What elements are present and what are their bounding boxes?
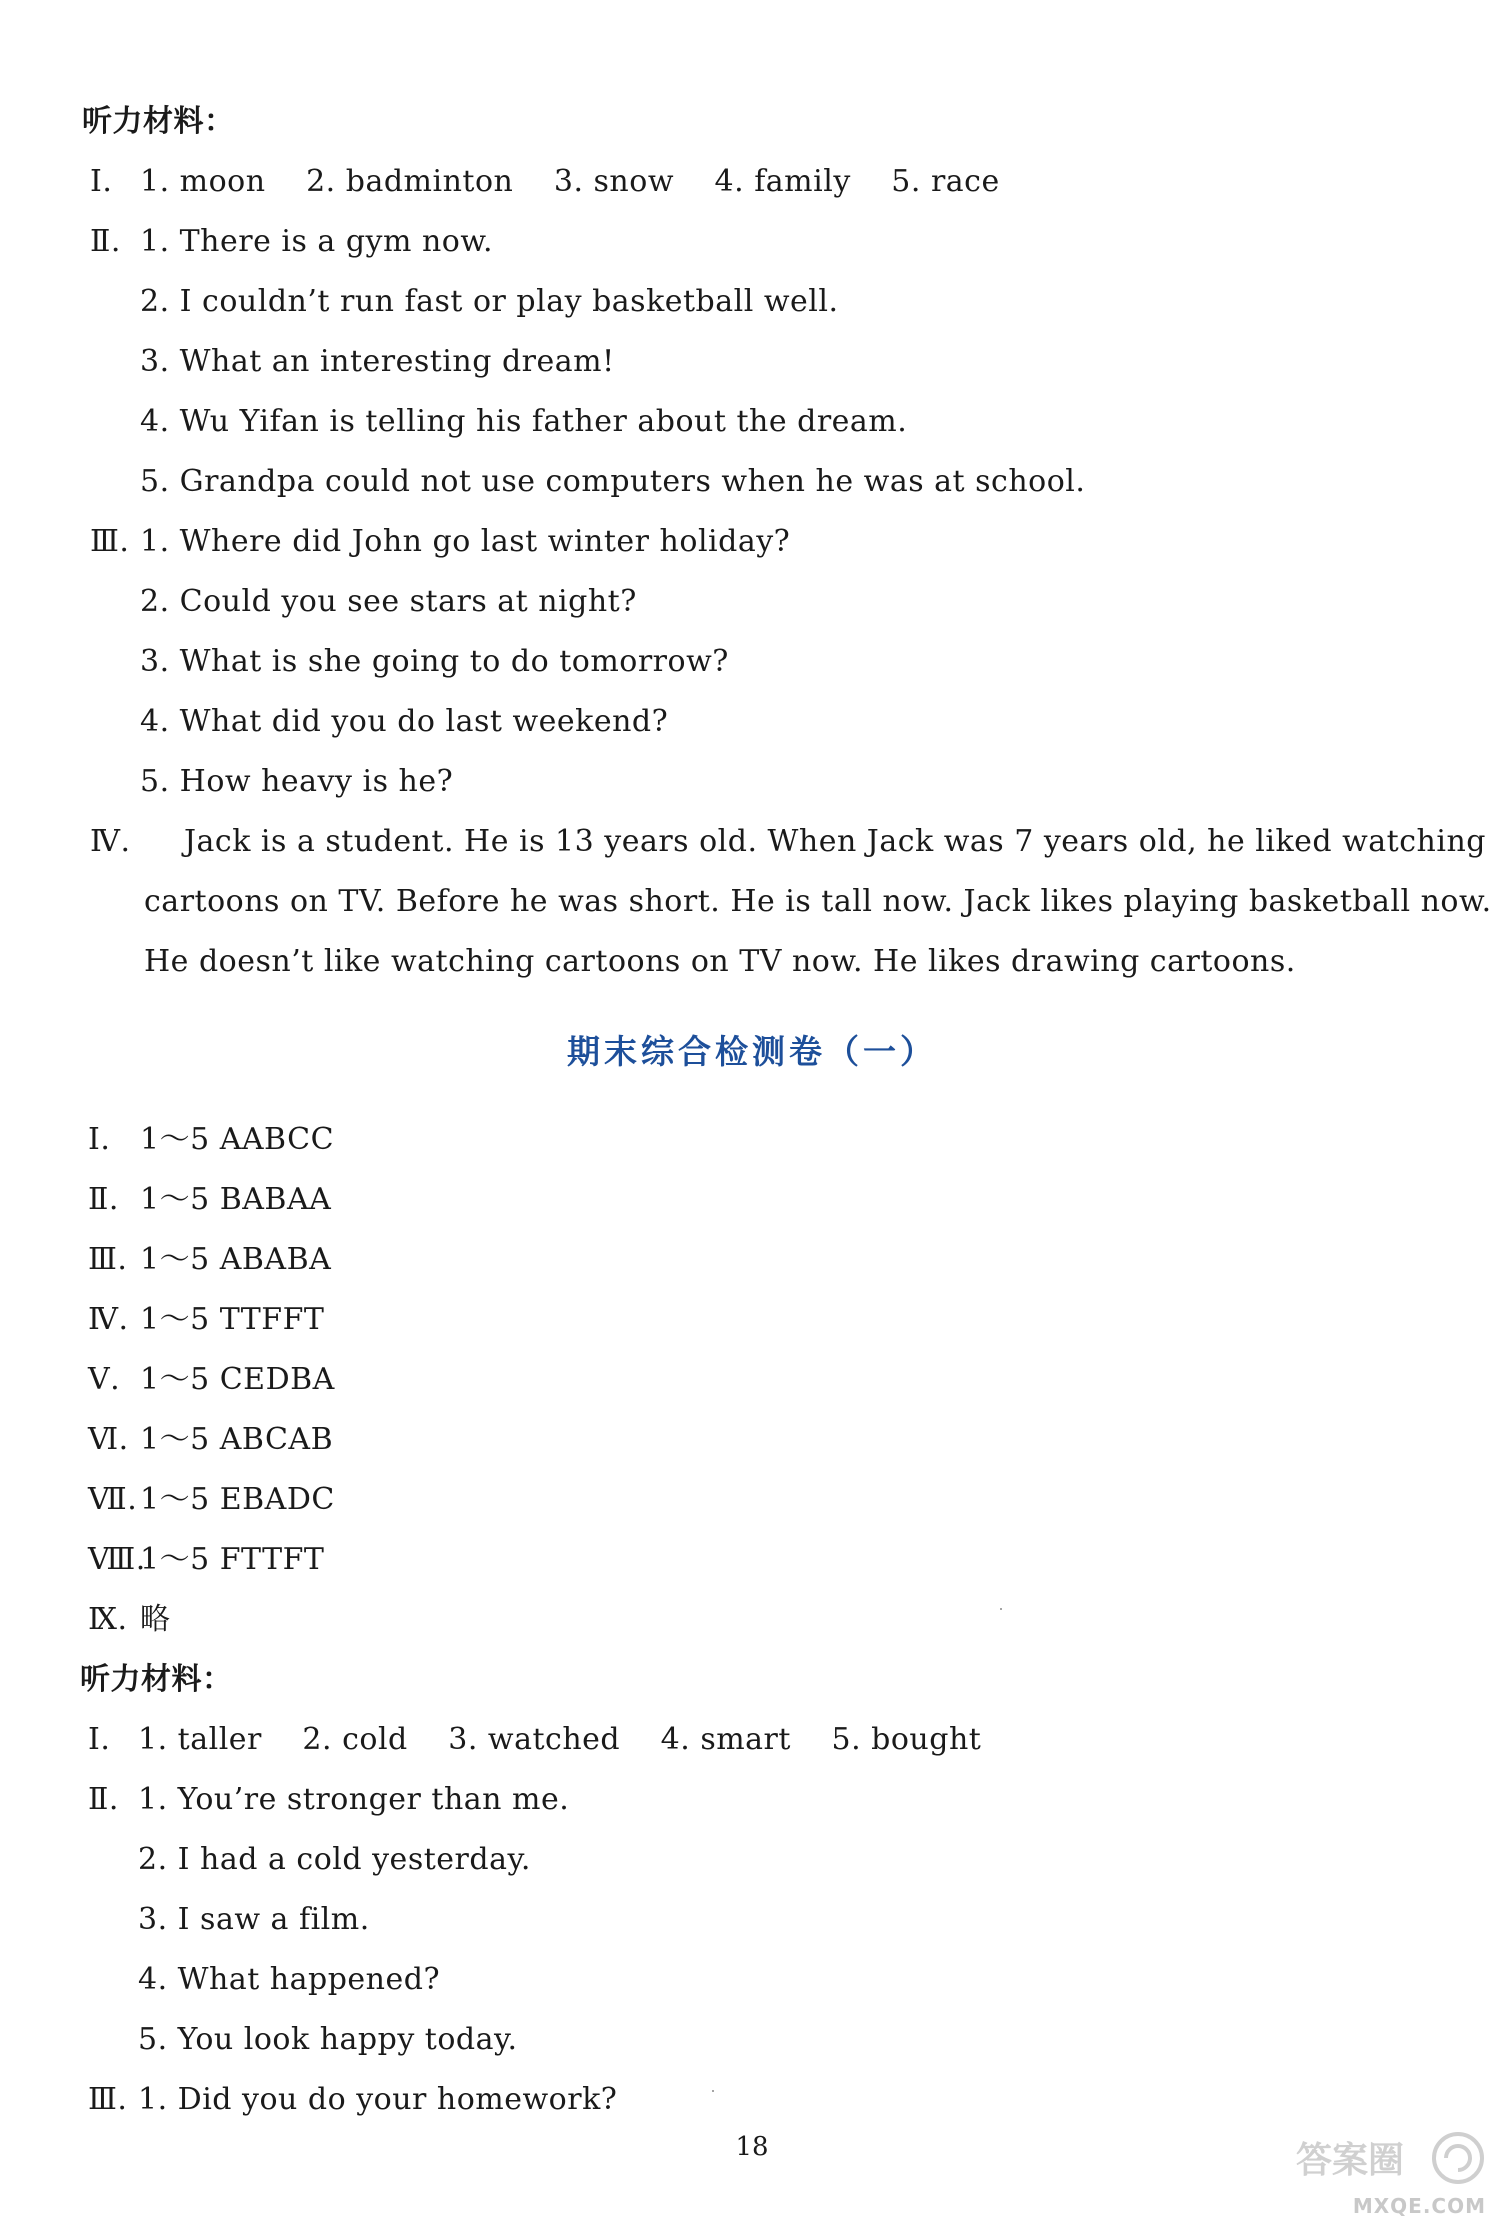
listening1-q4-3: He doesn’t like watching cartoons on TV now. He likes drawing cartoons. <box>144 944 1296 979</box>
listening1-q2-4: 4. Wu Yifan is telling his father about the dream. <box>140 404 908 439</box>
answer-row-4 <box>88 1300 324 1340</box>
section-label: Ⅱ. <box>88 1182 119 1217</box>
listening1-q3-5: 5. How heavy is he? <box>140 764 454 799</box>
listening1-q2-1 <box>90 222 493 262</box>
section-label: Ⅰ. <box>88 1722 111 1757</box>
listening2-q1 <box>88 1720 981 1760</box>
section-label: Ⅲ. <box>90 524 130 559</box>
listening1-q4-1 <box>90 822 1486 862</box>
answer-row-3 <box>88 1240 331 1280</box>
answer-text: 1～5 ABCAB <box>140 1422 334 1457</box>
listening1-q2-3: 3. What an interesting dream! <box>140 344 615 379</box>
watermark-logo-text: 答案圈 <box>1296 2140 1405 2181</box>
answer-text: 1～5 BABAA <box>140 1182 332 1217</box>
listening1-q2-5: 5. Grandpa could not use computers when he was at school. <box>140 464 1086 499</box>
page-number: 18 <box>735 2132 769 2162</box>
answer-row-7 <box>88 1480 335 1520</box>
answer-row-9 <box>88 1600 171 1640</box>
listening2-q2-5: 5. You look happy today. <box>138 2022 518 2057</box>
listening2-q2-3: 3. I saw a film. <box>138 1902 370 1937</box>
exam-title: 期末综合检测卷（一） <box>567 1032 937 1071</box>
watermark-logo-icon <box>1290 2128 1490 2188</box>
listening1-q4-2: cartoons on TV. Before he was short. He is tall now. Jack likes playing basketball now. <box>144 884 1492 919</box>
section-label: Ⅵ. <box>88 1422 129 1457</box>
scan-speck <box>712 2090 714 2092</box>
line-text: 1. Where did John go last winter holiday? <box>140 524 791 559</box>
answer-text: 1～5 AABCC <box>140 1122 335 1157</box>
section-label: Ⅱ. <box>88 1782 119 1817</box>
answer-text: 1～5 TTFFT <box>140 1302 325 1337</box>
line-text: 1. There is a gym now. <box>140 224 493 259</box>
listening-heading-1: 听力材料： <box>82 104 235 139</box>
line-text: 1. You’re stronger than me. <box>138 1782 570 1817</box>
listening-heading-2: 听力材料： <box>80 1662 233 1697</box>
answer-text: 1～5 ABABA <box>140 1242 332 1277</box>
listening2-q3-1 <box>88 2080 617 2120</box>
answer-text: 略 <box>140 1602 171 1637</box>
answer-text: 1～5 CEDBA <box>140 1362 335 1397</box>
passage-line: Jack is a student. He is 13 years old. When Jack was 7 years old, he liked watching <box>184 824 1486 859</box>
listening1-q3-1 <box>90 522 790 562</box>
scan-speck <box>1000 1608 1002 1610</box>
answer-text: 1～5 EBADC <box>140 1482 335 1517</box>
answer-row-2 <box>88 1180 331 1220</box>
answer-row-8 <box>88 1540 324 1580</box>
section-label: Ⅸ. <box>88 1602 128 1637</box>
listening1-q3-4: 4. What did you do last weekend? <box>140 704 669 739</box>
section-label: Ⅲ. <box>88 1242 128 1277</box>
line-text: 1. taller 2. cold 3. watched 4. smart 5. bought <box>138 1722 982 1757</box>
section-label: Ⅳ. <box>90 824 131 859</box>
line-text: 1. moon 2. badminton 3. snow 4. family 5. race <box>140 164 1000 199</box>
answer-row-1 <box>88 1120 334 1160</box>
listening2-q2-2: 2. I had a cold yesterday. <box>138 1842 531 1877</box>
answer-row-6 <box>88 1420 333 1460</box>
listening1-q3-2: 2. Could you see stars at night? <box>140 584 637 619</box>
section-label: Ⅶ. <box>88 1482 138 1517</box>
section-label: Ⅰ. <box>88 1122 111 1157</box>
watermark <box>1290 2128 1490 2218</box>
section-label: Ⅱ. <box>90 224 121 259</box>
section-label: Ⅴ. <box>88 1362 121 1397</box>
listening2-q2-1 <box>88 1780 569 1820</box>
section-label: Ⅰ. <box>90 164 113 199</box>
listening1-q2-2: 2. I couldn’t run fast or play basketball well. <box>140 284 839 319</box>
answer-row-5 <box>88 1360 335 1400</box>
line-text: 1. Did you do your homework? <box>138 2082 618 2117</box>
section-label: Ⅳ. <box>88 1302 129 1337</box>
listening1-q3-3: 3. What is she going to do tomorrow? <box>140 644 729 679</box>
section-label: Ⅲ. <box>88 2082 128 2117</box>
answer-text: 1～5 FTTFT <box>140 1542 325 1577</box>
section-label: Ⅷ. <box>88 1542 146 1577</box>
listening2-q2-4: 4. What happened? <box>138 1962 441 1997</box>
watermark-url: MXQE.COM <box>1352 2194 1486 2218</box>
listening1-q1 <box>90 162 1000 202</box>
